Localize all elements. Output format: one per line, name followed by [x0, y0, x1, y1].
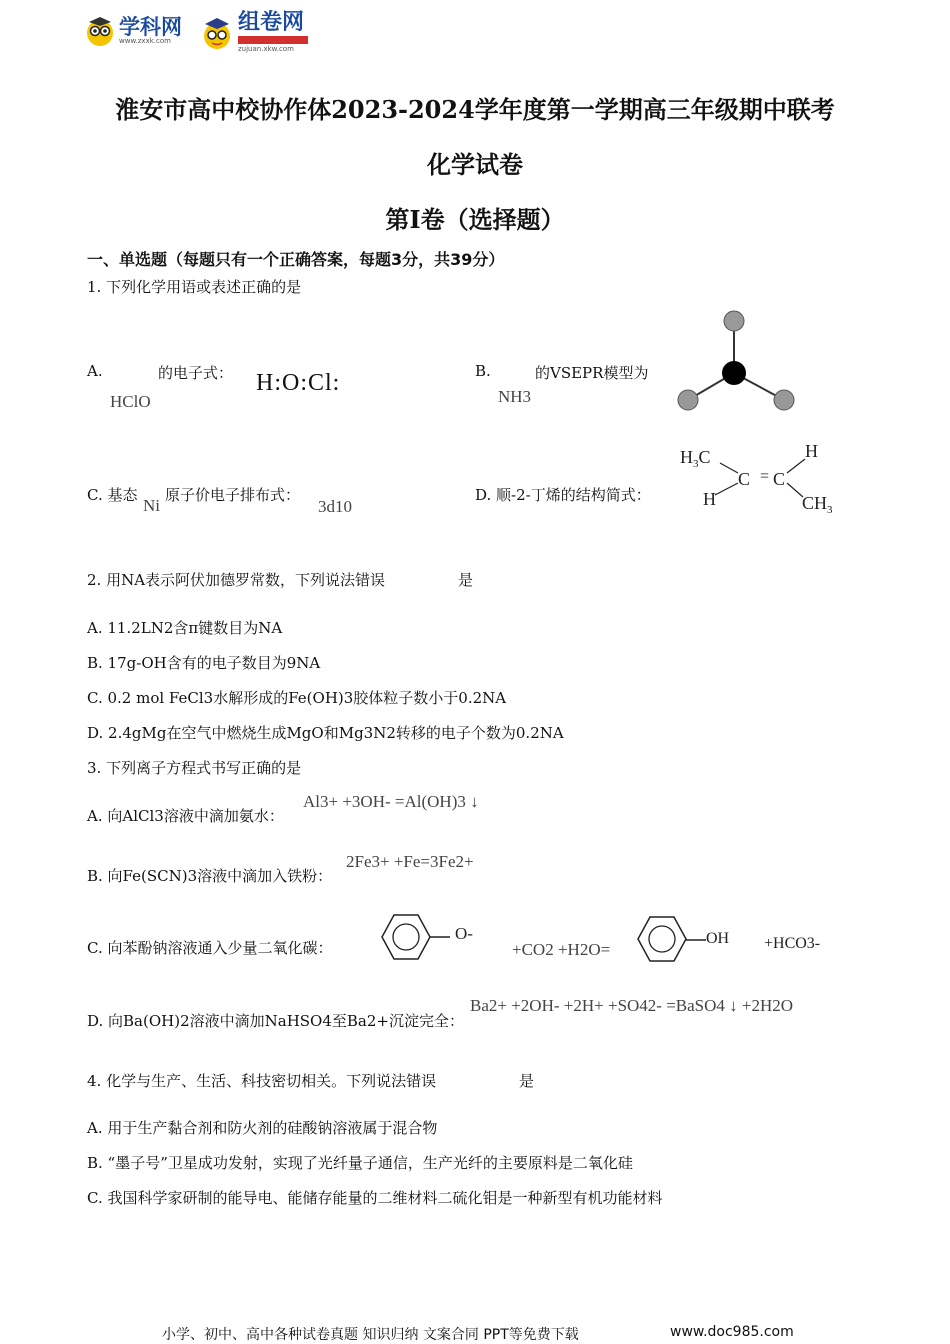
q2-option-c: C. 0.2 mol FeCl3水解形成的Fe(OH)3胶体粒子数小于0.2NA: [87, 689, 507, 707]
mascot-logo-icon: [200, 15, 234, 51]
phenoxide-label: O-: [455, 924, 473, 943]
q3-c-text: C. 向苯酚钠溶液通入少量二氧化碳：: [87, 939, 333, 957]
exam-title: 淮安市高中校协作体2023-2024学年度第一学期高三年级期中联考: [115, 95, 835, 124]
q3-a-text: A. 向AlCl3溶液中滴加氨水：: [87, 807, 284, 825]
svg-text:H: H: [805, 441, 818, 461]
q1-stem: 1. 下列化学用语或表述正确的是: [87, 278, 302, 296]
exam-subtitle: 化学试卷: [427, 150, 523, 179]
q2-option-d: D. 2.4gMg在空气中燃烧生成MgO和Mg3N2转移的电子个数为0.2NA: [87, 724, 564, 742]
svg-text:H3C: $H_3C$: [680, 447, 711, 470]
q2-option-a: A. 11.2LN2含π键数目为NA: [87, 619, 283, 637]
q3-c-equation-end: +HCO3-: [764, 935, 821, 952]
logo1-text: 学科网: [119, 15, 182, 39]
logo2-bar: [238, 36, 308, 44]
q3-d-equation: Ba2+ +2OH- +2H+ +SO42- =BaSO4 ↓ +2H2O: [470, 996, 794, 1015]
q1-c-text2: 原子价电子排布式：: [165, 486, 301, 504]
owl-logo-icon: [85, 14, 115, 48]
q3-stem: 3. 下列离子方程式书写正确的是: [87, 759, 302, 777]
logo2-sub: zujuan.xkw.com: [238, 45, 294, 53]
phenol-label: OH: [706, 930, 730, 947]
q3-b-equation: 2Fe3+ +Fe=3Fe2+: [346, 852, 474, 871]
phenol-bond-icon: [686, 937, 706, 943]
phenoxide-bond-icon: [430, 934, 450, 940]
q3-c-equation-mid: +CO2 +H2O=: [512, 940, 611, 959]
q4-option-b: B. “墨子号”卫星成功发射，实现了光纤量子通信，生产光纤的主要原料是二氧化硅: [87, 1154, 633, 1172]
logo2-text: 组卷网: [238, 10, 305, 35]
q1-b-text: 的VSEPR模型为: [535, 364, 649, 382]
svg-text:CH3: $CH_3$: [802, 493, 833, 516]
q1-b-formula: NH3: [498, 387, 532, 406]
q3-b-text: B. 向Fe(SCN)3溶液中滴加入铁粉：: [87, 867, 333, 885]
q1-c-atom: Ni: [143, 496, 160, 515]
q1-c-text: C. 基态: [87, 486, 138, 504]
logo-zujuan: [200, 12, 308, 53]
q1-a-electron-structure: H:O:Cl:: [256, 370, 341, 396]
q4-option-a: A. 用于生产黏合剂和防火剂的硅酸钠溶液属于混合物: [87, 1119, 438, 1137]
section-heading: 一、单选题（每题只有一个正确答案，每题3分，共39分）: [87, 250, 505, 269]
q1-d-text: D. 顺-2-丁烯的结构简式：: [475, 486, 651, 504]
q2-option-b: B. 17g-OH含有的电子数目为9NA: [87, 654, 321, 672]
svg-text:H: H: [703, 489, 716, 509]
q4-option-c: C. 我国科学家研制的能导电、能储存能量的二维材料二硫化钼是一种新型有机功能材料: [87, 1189, 663, 1207]
svg-text:=: =: [760, 468, 770, 485]
footer-url[interactable]: www.doc985.com: [670, 1324, 794, 1340]
svg-text:C: C: [773, 469, 786, 489]
q1-a-text: 的电子式：: [158, 364, 234, 382]
q3-a-equation: Al3+ +3OH- =Al(OH)3 ↓: [303, 792, 479, 811]
footer-text: 小学、初中、高中各种试卷真题 知识归纳 文案合同 PPT等免费下载: [162, 1327, 579, 1343]
part-title: 第Ⅰ卷（选择题）: [385, 205, 565, 234]
q1-b-label: B.: [475, 362, 491, 380]
cis-2-butene-structure-icon: [675, 435, 845, 520]
q4-stem: 4. 化学与生产、生活、科技密切相关。下列说法错误: [87, 1072, 437, 1090]
q4-stem-end: 是: [519, 1072, 535, 1090]
svg-text:C: C: [738, 469, 751, 489]
q1-a-label: A.: [87, 362, 103, 380]
vsepr-trigonal-planar-icon: [670, 305, 800, 420]
q3-d-text: D. 向Ba(OH)2溶液中滴加NaHSO4至Ba2+沉淀完全：: [87, 1012, 464, 1030]
logo1-sub: www.zxxk.com: [119, 37, 171, 45]
q2-stem-end: 是: [458, 571, 474, 589]
q1-a-formula: HClO: [110, 392, 151, 411]
logo-zxxk: [85, 14, 182, 48]
q1-c-config: 3d10: [318, 497, 352, 516]
q2-stem: 2. 用NA表示阿伏加德罗常数，下列说法错误: [87, 571, 386, 589]
